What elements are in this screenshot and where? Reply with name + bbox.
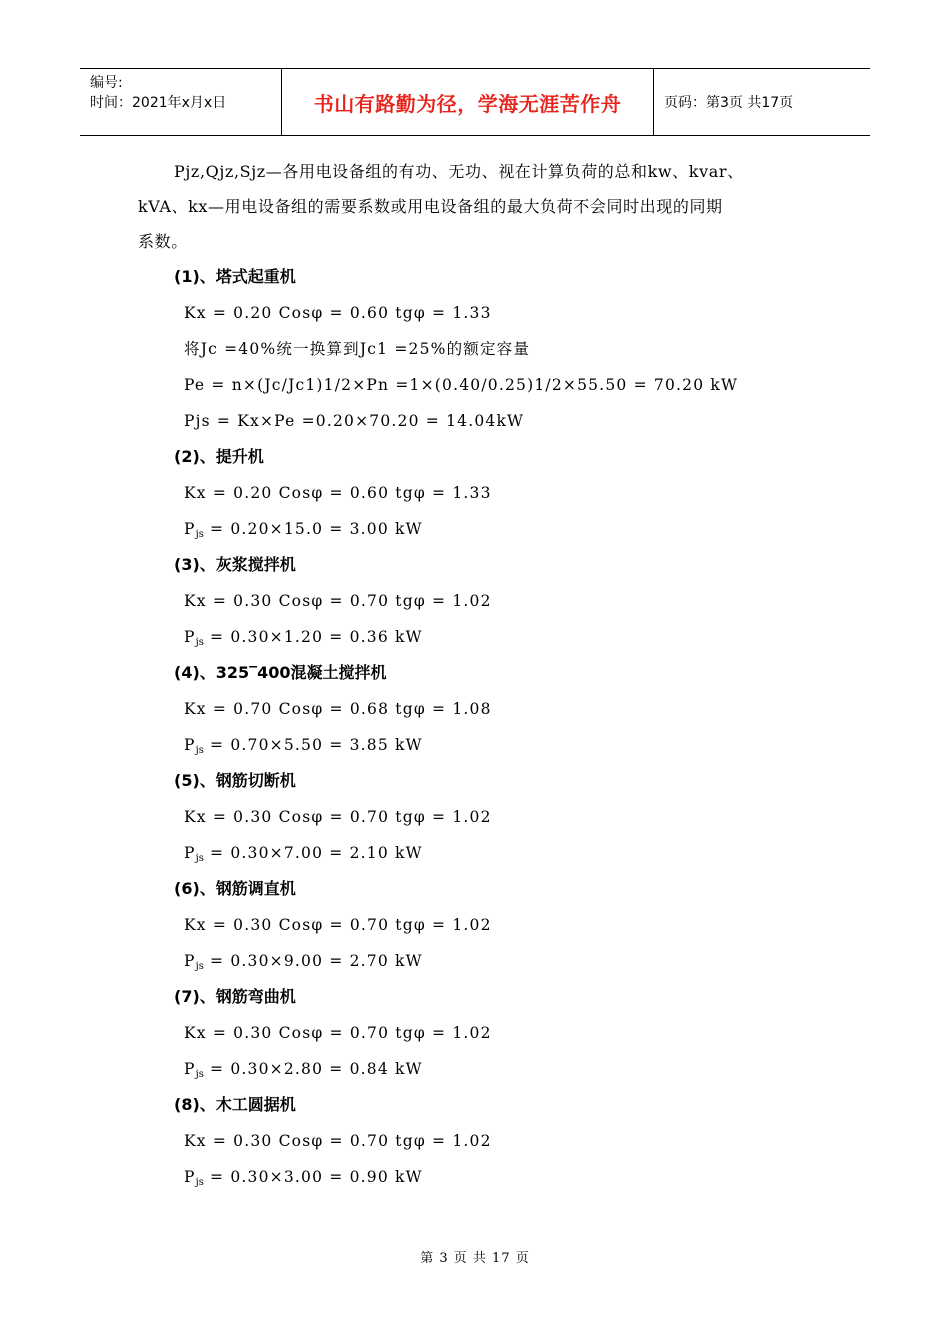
formula-symbol: P	[184, 1060, 196, 1078]
header-page-info: 页码：第3页 共17页	[664, 95, 794, 111]
page-header	[80, 68, 870, 136]
section-heading: (4)、325‾400混凝土搅拌机	[174, 663, 387, 682]
section-heading: (2)、提升机	[174, 447, 264, 466]
formula-subscript: js	[195, 745, 204, 756]
formula-text: = 0.30×7.00 = 2.10 kW	[203, 844, 423, 862]
section-heading: (3)、灰浆搅拌机	[174, 555, 296, 574]
formula-text: = 0.30×2.80 = 0.84 kW	[203, 1060, 423, 1078]
formula-line	[184, 511, 818, 547]
formula-subscript: js	[195, 637, 204, 648]
formula-symbol: P	[184, 736, 196, 754]
section-heading: (8)、木工圆据机	[174, 1095, 296, 1114]
formula-subscript: js	[195, 853, 204, 864]
formula-line	[184, 835, 818, 871]
intro-line-1: Pjz,Qjz,Sjz—各用电设备组的有功、无功、视在计算负荷的总和kw、kvar、	[174, 162, 744, 181]
formula-line: Kx = 0.30 Cosφ = 0.70 tgφ = 1.02	[184, 808, 492, 826]
header-motto: 书山有路勤为径，学海无涯苦作舟	[313, 91, 622, 116]
intro-line-3: 系数。	[138, 232, 188, 251]
section-heading: (6)、钢筋调直机	[174, 879, 296, 898]
formula-subscript: js	[195, 1177, 204, 1188]
formula-line: Kx = 0.70 Cosφ = 0.68 tgφ = 1.08	[184, 700, 492, 718]
formula-line	[184, 727, 818, 763]
formula-symbol: P	[184, 1168, 196, 1186]
formula-line: Kx = 0.30 Cosφ = 0.70 tgφ = 1.02	[184, 1132, 492, 1150]
formula-symbol: P	[184, 628, 196, 646]
formula-line	[184, 943, 818, 979]
header-motto-cell	[282, 69, 654, 135]
formula-line: 将Jc =40%统一换算到Jc1 =25%的额定容量	[184, 340, 531, 358]
formula-line	[184, 1159, 818, 1195]
formula-line: Kx = 0.20 Cosφ = 0.60 tgφ = 1.33	[184, 304, 492, 322]
document-number-label: 编号:	[90, 75, 123, 91]
formula-symbol: P	[184, 952, 196, 970]
formula-line: Kx = 0.30 Cosφ = 0.70 tgφ = 1.02	[184, 1024, 492, 1042]
document-body	[138, 154, 818, 1195]
page-footer: 第 3 页 共 17 页	[420, 1251, 530, 1266]
header-meta	[80, 69, 282, 135]
section-heading: (1)、塔式起重机	[174, 267, 296, 286]
formula-line	[184, 1051, 818, 1087]
formula-line	[184, 619, 818, 655]
formula-line: Pe = n×(Jc/Jc1)1/2×Pn =1×(0.40/0.25)1/2×55.50 = 70.20 kW	[184, 376, 739, 394]
formula-text: = 0.30×1.20 = 0.36 kW	[203, 628, 423, 646]
formula-line: Pjs = Kx×Pe =0.20×70.20 = 14.04kW	[184, 412, 525, 430]
formula-text: = 0.20×15.0 = 3.00 kW	[203, 520, 423, 538]
formula-line: Kx = 0.30 Cosφ = 0.70 tgφ = 1.02	[184, 916, 492, 934]
intro-line-2: kVA、kx—用电设备组的需要系数或用电设备组的最大负荷不会同时出现的同期	[138, 197, 723, 216]
equipment-list	[138, 259, 818, 1195]
formula-text: = 0.30×3.00 = 0.90 kW	[203, 1168, 423, 1186]
section-heading: (7)、钢筋弯曲机	[174, 987, 296, 1006]
formula-text: = 0.70×5.50 = 3.85 kW	[203, 736, 423, 754]
formula-symbol: P	[184, 520, 196, 538]
document-date: 时间：2021年x月x日	[90, 95, 227, 111]
formula-symbol: P	[184, 844, 196, 862]
formula-subscript: js	[195, 529, 204, 540]
formula-subscript: js	[195, 1069, 204, 1080]
formula-subscript: js	[195, 961, 204, 972]
section-heading: (5)、钢筋切断机	[174, 771, 296, 790]
formula-line: Kx = 0.20 Cosφ = 0.60 tgφ = 1.33	[184, 484, 492, 502]
formula-text: = 0.30×9.00 = 2.70 kW	[203, 952, 423, 970]
formula-line: Kx = 0.30 Cosφ = 0.70 tgφ = 1.02	[184, 592, 492, 610]
